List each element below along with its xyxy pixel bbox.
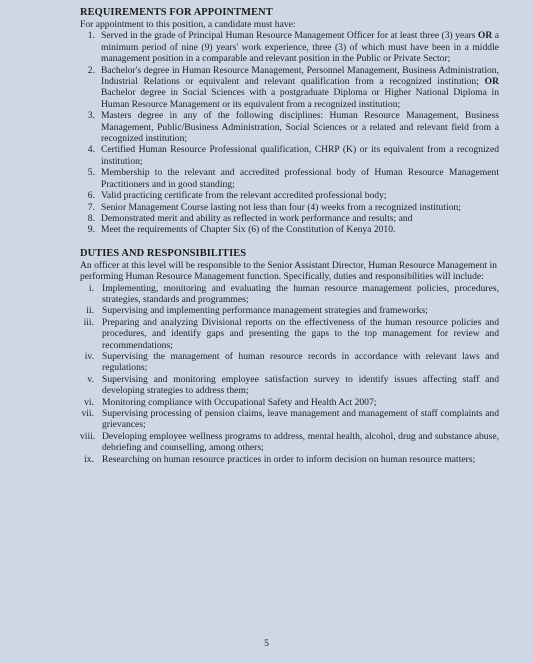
requirement-item [80,144,499,167]
text-run: Demonstrated merit and ability as reflected in work performance and results; and [101,212,413,224]
text-run: Masters degree in any of the following disciplines: Human Resource Management, Business Management, Public/Business Administration, Social Sciences or a related and relevant field from a recognized institution; [101,110,499,145]
duty-text: Supervising and monitoring employee satisfaction survey to identify issues affecting staff and developing strategies to address them; [102,373,499,397]
list-marker: 2. [87,64,95,76]
duty-text: Supervising and implementing performance management strategies and frameworks; [102,305,428,317]
duty-text: Developing employee wellness programs to address, mental health, alcohol, drug and substance abuse, debriefing and counselling, among others; [102,430,499,454]
requirement-text [101,190,499,201]
list-marker: viii. [80,430,96,442]
emphasis-text: OR [484,76,499,88]
requirement-text [101,30,499,64]
requirements-list [80,30,499,235]
requirements-intro: For appointment to this position, a candidate must have: [80,19,296,30]
requirement-item [80,30,499,64]
duty-item [80,283,499,306]
duty-item [80,408,499,431]
list-marker: 7. [87,201,95,213]
duty-item [80,351,499,374]
requirement-item [80,167,499,190]
list-marker: iv. [84,350,94,362]
duty-text: Researching on human resource practices in order to inform decision on human resource matters; [102,453,476,465]
duty-item [80,431,499,454]
requirement-text [101,202,499,213]
list-marker: 6. [87,190,95,202]
list-marker: 4. [87,144,95,156]
duties-heading: DUTIES AND RESPONSIBILITIES [80,247,247,259]
list-marker: i. [88,282,94,294]
duties-section [80,248,499,465]
list-marker: 8. [87,212,95,224]
duty-item [80,454,499,465]
text-run: a minimum period of nine (9) years' work experience, three (3) of which must have been in a middle management position in a comparable and relevant position in the Public or Private Sector; [101,30,499,65]
requirement-text [101,144,499,167]
requirement-item [80,213,499,224]
duty-text: Monitoring compliance with Occupational Safety and Health Act 2007; [102,396,377,408]
text-run: Meet the requirements of Chapter Six (6) of the Constitution of Kenya 2010. [101,224,396,236]
emphasis-text: OR [477,30,493,42]
list-marker: iii. [83,316,94,328]
text-run: Senior Management Course lasting not less than four (4) weeks from a recognized institution; [101,201,461,213]
duty-item [80,374,499,397]
list-marker: ii. [86,305,94,317]
text-run: Valid practicing certificate from the relevant accredited professional body; [101,190,387,202]
requirement-text [101,224,499,235]
duty-text: Supervising the management of human resource records in accordance with relevant laws and regulations; [102,350,499,374]
duty-item [80,317,499,351]
list-marker: 3. [87,110,95,122]
list-marker: vi. [84,396,94,408]
text-run: Bachelor's degree in Human Resource Management, Personnel Management, Business Administration, Industrial Relations or equivalent and relevant qualification from a recognized institution; [101,64,499,88]
text-run: Served in the grade of Principal Human Resource Management Officer for at least three (3) years [101,30,478,42]
requirement-item [80,65,499,111]
requirement-item [80,224,499,235]
requirement-text [101,213,499,224]
requirements-section [80,7,499,236]
requirement-item [80,110,499,144]
list-marker: 9. [87,224,95,236]
duty-item [80,397,499,408]
text-run: Bachelor degree in Social Sciences with a postgraduate Diploma or Higher National Diploma in Human Resource Management or its equivalent from a recognized institution; [101,87,499,110]
list-marker: 1. [87,30,95,42]
list-marker: v. [87,373,94,385]
list-marker: 5. [87,167,95,179]
requirement-text [101,110,499,144]
duties-list [80,283,499,466]
requirement-text [101,167,499,190]
page-number: 5 [264,638,269,649]
duty-text: Supervising processing of pension claims, leave management and management of staff complaints and grievances; [102,408,499,431]
requirements-heading: REQUIREMENTS FOR APPOINTMENT [80,7,273,18]
list-marker: vii. [81,408,94,419]
duties-intro: An officer at this level will be responsible to the Senior Assistant Director, Human Resource Management in performing Human Resource Management function. Specifically, duties and responsibilities will include: [80,259,497,283]
requirement-item [80,202,499,213]
duty-text: Preparing and analyzing Divisional reports on the effectiveness of the human resource policies and procedures, and identify gaps and presenting the gaps to the top management for review and recommendations; [102,316,499,351]
duty-item [80,305,499,316]
requirement-text [101,65,499,111]
text-run: Membership to the relevant and accredited professional body of Human Resource Management Practitioners and in good standing; [101,167,499,190]
list-marker: ix. [84,453,94,465]
requirement-item [80,190,499,201]
text-run: Certified Human Resource Professional qualification, CHRP (K) or its equivalent from a recognized institution; [101,144,499,167]
duty-text: Implementing, monitoring and evaluating the human resource management policies, procedures, strategies, standards and programmes; [102,282,499,305]
